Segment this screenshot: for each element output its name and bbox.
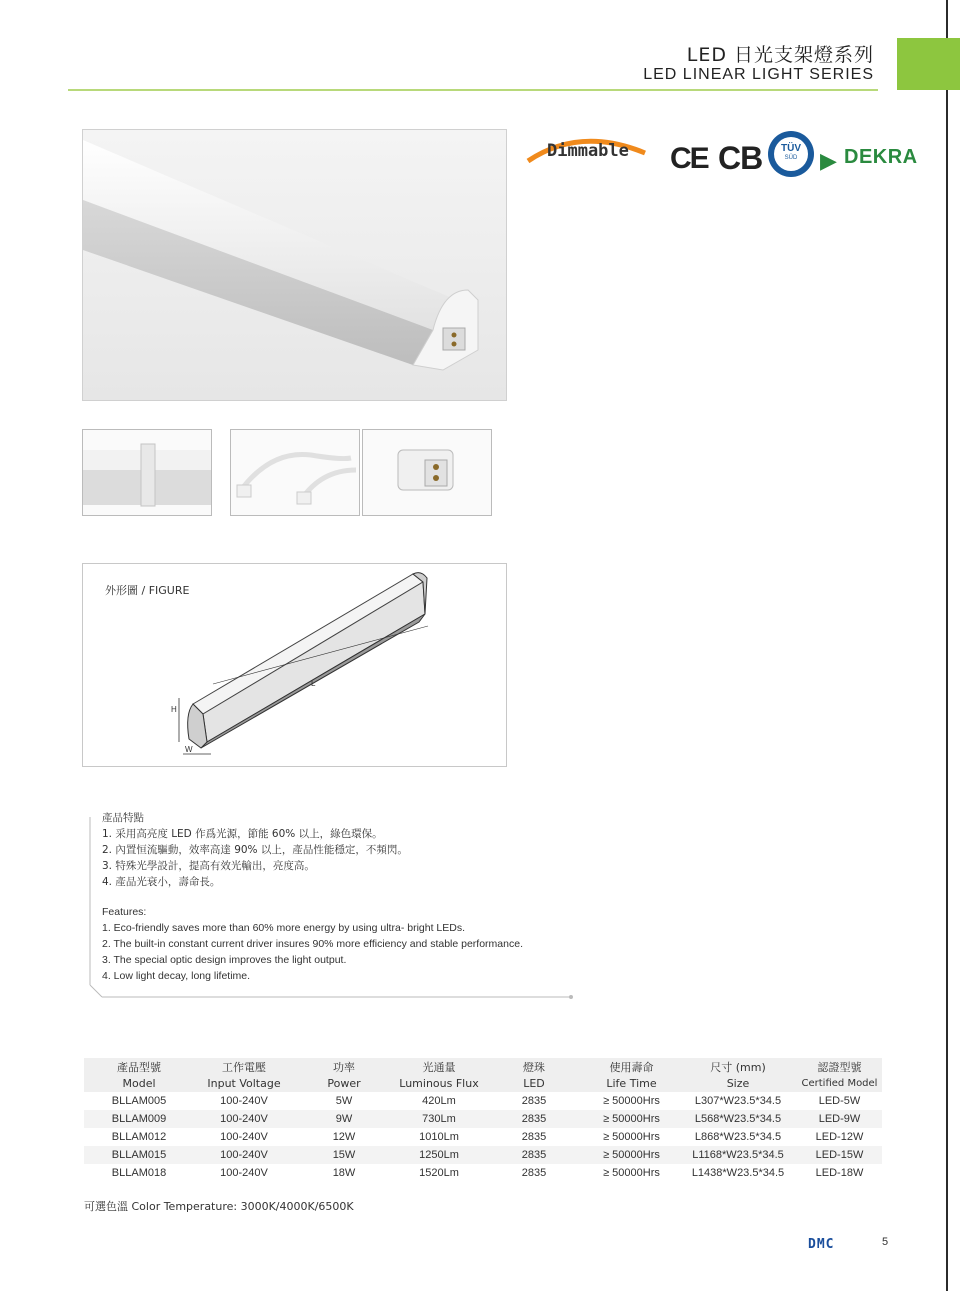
thumbnail-joint	[82, 429, 212, 516]
feature-cn-item: 4. 產品光衰小，壽命長。	[102, 876, 221, 888]
column-header: 產品型號	[84, 1058, 194, 1075]
cell-lifetime: ≥ 50000Hrs	[584, 1110, 679, 1128]
certification-badges	[520, 125, 920, 195]
dekra-mark: DEKRA	[844, 146, 918, 168]
cell-flux: 1250Lm	[394, 1146, 484, 1164]
tube-joint-illustration	[83, 430, 211, 515]
feature-en-item: 4. Low light decay, long lifetime.	[102, 970, 251, 982]
cell-led: 2835	[484, 1110, 584, 1128]
thumbnail-plug	[362, 429, 492, 516]
dekra-arrow-icon: ▶	[820, 148, 837, 173]
cell-certified-model: LED-15W	[797, 1146, 882, 1164]
column-header: 功率	[294, 1058, 394, 1075]
table-row	[84, 1092, 882, 1110]
tuv-label: TÜV	[781, 143, 801, 154]
cell-size: L307*W23.5*34.5	[694, 1095, 782, 1107]
page-frame-edge	[946, 0, 948, 1291]
specification-table	[84, 1058, 882, 1182]
cell-led: 2835	[521, 1167, 547, 1179]
sud-label: SÜD	[784, 155, 798, 161]
cell-size: L1438*W23.5*34.5	[691, 1167, 785, 1179]
product-photo-main	[82, 129, 507, 401]
feature-cn-item: 2. 內置恒流驅動，效率高達 90% 以上，產品性能穩定，不頻閃。	[102, 844, 408, 856]
header-title-cn: LED 日光支架燈系列	[686, 44, 874, 66]
cell-lifetime: ≥ 50000Hrs	[603, 1095, 660, 1107]
dimension-w-label: W	[185, 745, 193, 754]
column-header: Power	[294, 1075, 394, 1092]
ce-mark: CE	[670, 142, 708, 175]
figure-panel	[82, 563, 507, 767]
tuv-sud-mark	[768, 131, 814, 177]
cell-size: L568*W23.5*34.5	[679, 1110, 797, 1128]
cell-voltage: 100-240V	[220, 1167, 268, 1179]
cell-certified-model: LED-18W	[815, 1167, 864, 1179]
cell-power: 18W	[332, 1167, 356, 1179]
features-cn-heading: 產品特點	[102, 812, 144, 824]
column-header: Luminous Flux	[394, 1075, 484, 1092]
cell-flux: 1010Lm	[419, 1131, 459, 1143]
features-en-heading: Features:	[102, 906, 147, 918]
cell-led: 2835	[484, 1146, 584, 1164]
cell-certified-model: LED-5W	[818, 1095, 861, 1107]
linear-light-illustration	[83, 130, 506, 400]
cell-flux: 420Lm	[422, 1095, 456, 1107]
plug-illustration	[363, 430, 491, 515]
column-header: 燈珠	[484, 1058, 584, 1075]
column-header: Model	[84, 1075, 194, 1092]
cell-model: BLLAM009	[84, 1110, 194, 1128]
column-header: Life Time	[584, 1075, 679, 1092]
cell-size: L1168*W23.5*34.5	[679, 1146, 797, 1164]
color-temperature-note: 可選色溫 Color Temperature: 3000K/4000K/6500K	[84, 1200, 354, 1213]
header-title-en: LED LINEAR LIGHT SERIES	[643, 66, 874, 83]
cell-voltage: 100-240V	[194, 1146, 294, 1164]
header-divider	[68, 89, 878, 91]
cell-model: BLLAM005	[111, 1095, 167, 1107]
page-number: 5	[882, 1236, 889, 1248]
cell-led: 2835	[521, 1095, 547, 1107]
column-header: 使用壽命	[584, 1058, 679, 1075]
figure-label: 外形圖 / FIGURE	[105, 584, 190, 597]
table-row	[84, 1146, 882, 1164]
cell-power: 5W	[335, 1095, 353, 1107]
thumbnail-connector-cable	[230, 429, 360, 516]
table-row	[84, 1128, 882, 1146]
column-header: 尺寸 (mm)	[679, 1058, 797, 1075]
cell-lifetime: ≥ 50000Hrs	[603, 1167, 660, 1179]
cell-voltage: 100-240V	[220, 1095, 268, 1107]
dimension-l-label: L	[311, 679, 316, 688]
cell-model: BLLAM015	[84, 1146, 194, 1164]
column-header: LED	[484, 1075, 584, 1092]
feature-en-item: 2. The built-in constant current driver insures 90% more efficiency and stable performance.	[102, 938, 523, 950]
dimension-h-label: H	[171, 705, 177, 714]
cell-size: L868*W23.5*34.5	[694, 1131, 782, 1143]
table-row	[84, 1164, 882, 1182]
column-header: Size	[679, 1075, 797, 1092]
cell-flux: 730Lm	[394, 1110, 484, 1128]
cell-flux: 1520Lm	[419, 1167, 459, 1179]
cell-lifetime: ≥ 50000Hrs	[603, 1131, 660, 1143]
feature-cn-item: 1. 采用高亮度 LED 作爲光源，節能 60% 以上，綠色環保。	[102, 828, 383, 840]
feature-cn-item: 3. 特殊光學設計，提高有效光輸出，亮度高。	[102, 860, 315, 872]
cell-certified-model: LED-12W	[815, 1131, 864, 1143]
feature-en-item: 1. Eco-friendly saves more than 60% more energy by using ultra- bright LEDs.	[102, 922, 466, 934]
cell-power: 12W	[332, 1131, 356, 1143]
cell-voltage: 100-240V	[220, 1131, 268, 1143]
column-header: 工作電壓	[194, 1058, 294, 1075]
column-header: 認證型號	[797, 1058, 882, 1075]
column-header: Certified Model	[797, 1075, 882, 1092]
cb-mark: CB	[718, 140, 763, 176]
table-header-row-cn	[84, 1058, 882, 1075]
cell-power: 15W	[294, 1146, 394, 1164]
table-header-row-en	[84, 1075, 882, 1092]
cable-illustration	[231, 430, 359, 515]
cell-lifetime: ≥ 50000Hrs	[584, 1146, 679, 1164]
cell-voltage: 100-240V	[194, 1110, 294, 1128]
column-header: 光通量	[394, 1058, 484, 1075]
cell-certified-model: LED-9W	[797, 1110, 882, 1128]
table-row	[84, 1110, 882, 1128]
cell-power: 9W	[294, 1110, 394, 1128]
cell-model: BLLAM018	[111, 1167, 167, 1179]
feature-en-item: 3. The special optic design improves the light output.	[102, 954, 347, 966]
section-color-tab	[897, 38, 960, 90]
column-header: Input Voltage	[194, 1075, 294, 1092]
cell-led: 2835	[521, 1131, 547, 1143]
brand-logo: DMC	[808, 1237, 835, 1252]
dimmable-label: Dimmable	[547, 141, 629, 161]
cell-model: BLLAM012	[111, 1131, 167, 1143]
